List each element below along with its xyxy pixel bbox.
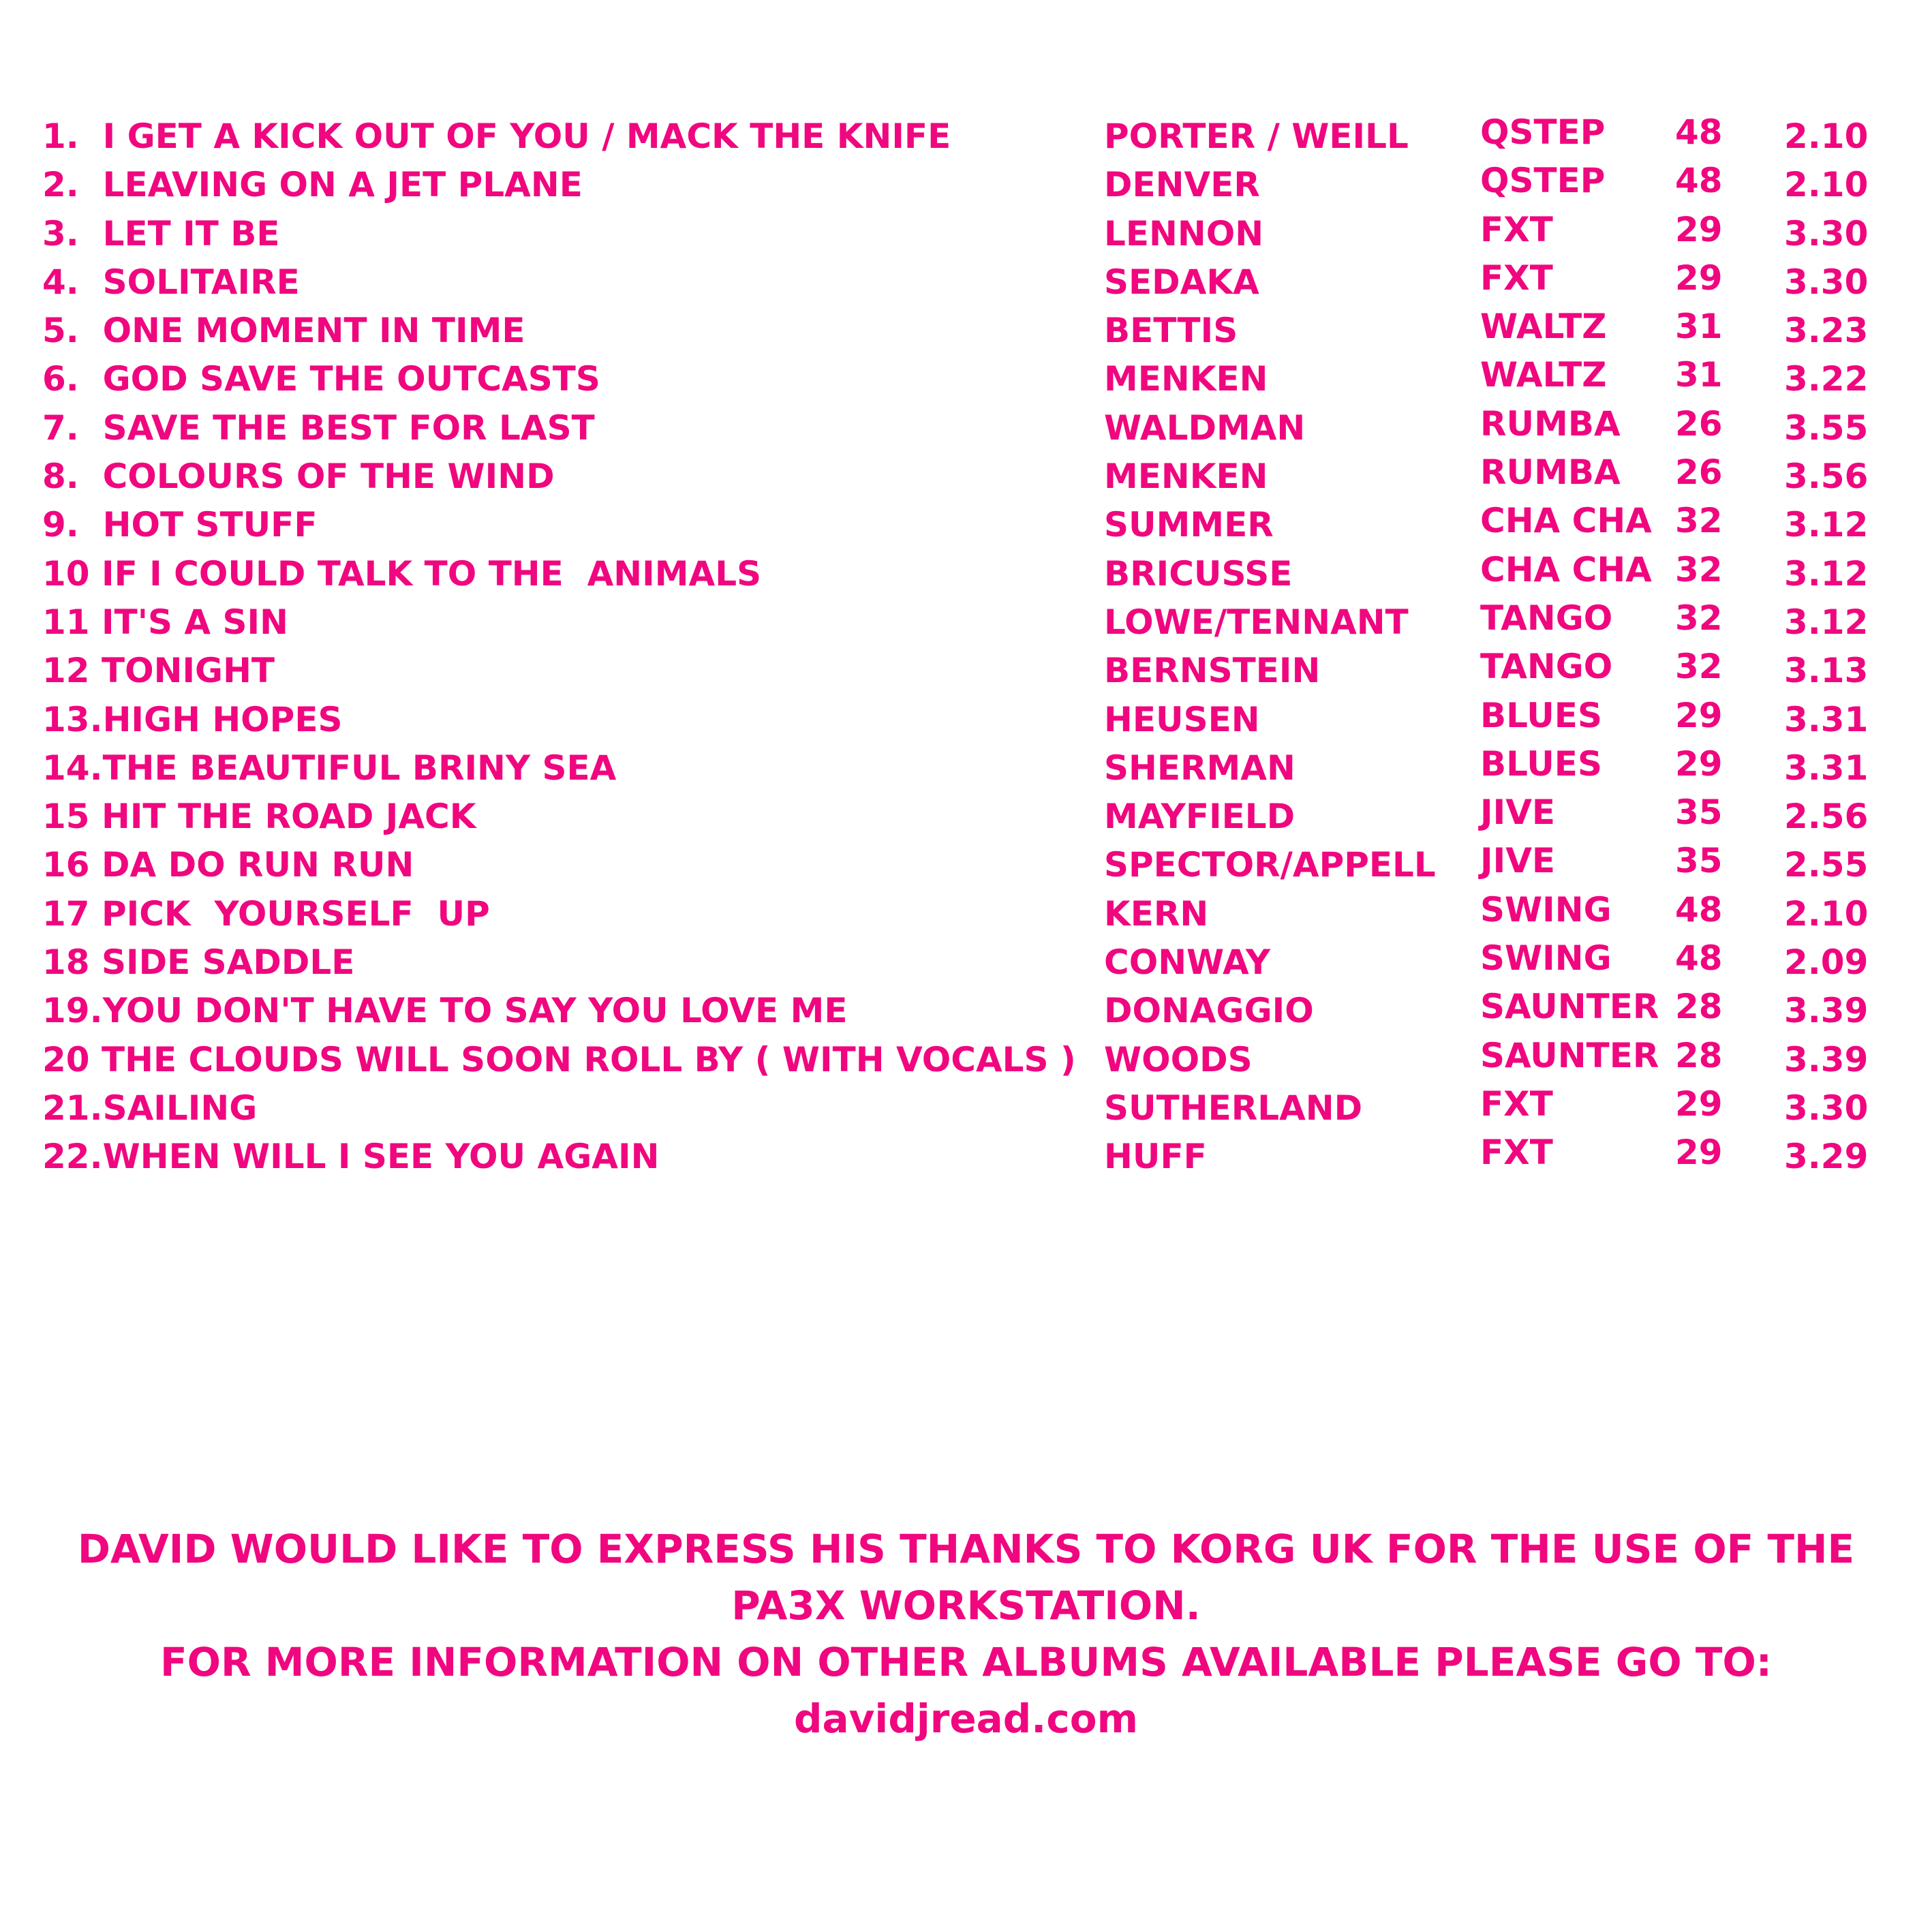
track-composer: LENNON: [1104, 213, 1264, 254]
track-time: 3.39: [1784, 1039, 1869, 1079]
track-title: 12 TONIGHT: [42, 651, 275, 691]
track-tempo: 32: [1675, 549, 1723, 589]
track-row: [0, 890, 1932, 938]
track-composer: SUTHERLAND: [1104, 1088, 1363, 1128]
track-dance: FXT: [1480, 1133, 1553, 1173]
track-title: 20 THE CLOUDS WILL SOON ROLL BY ( WITH VOCALS ): [42, 1039, 1076, 1079]
track-tempo: 32: [1675, 501, 1723, 541]
track-row: [0, 987, 1932, 1035]
track-row: [0, 647, 1932, 695]
track-time: 3.12: [1784, 553, 1869, 594]
track-time: 3.39: [1784, 991, 1869, 1031]
track-title: 5. ONE MOMENT IN TIME: [42, 311, 525, 351]
track-title: 21.SAILING: [42, 1088, 258, 1128]
track-row: [0, 1133, 1932, 1181]
track-composer: WOODS: [1104, 1039, 1253, 1079]
track-tempo: 48: [1675, 161, 1723, 201]
track-tempo: 48: [1675, 112, 1723, 152]
track-dance: WALTZ: [1480, 307, 1607, 347]
track-dance: JIVE: [1480, 841, 1556, 881]
track-time: 3.12: [1784, 505, 1869, 545]
track-tempo: 31: [1675, 307, 1723, 347]
track-composer: WALDMAN: [1104, 408, 1306, 448]
footer-credits: [0, 1521, 1932, 1747]
track-composer: MAYFIELD: [1104, 797, 1295, 837]
track-time: 3.23: [1784, 311, 1869, 351]
track-time: 2.09: [1784, 942, 1869, 983]
track-title: 4. SOLITAIRE: [42, 262, 300, 302]
track-dance: FXT: [1480, 1084, 1553, 1124]
track-row: [0, 501, 1932, 549]
track-tempo: 29: [1675, 695, 1723, 735]
track-time: 3.55: [1784, 408, 1869, 448]
track-title: 11 IT'S A SIN: [42, 602, 288, 642]
track-composer: LOWE/TENNANT: [1104, 602, 1409, 642]
track-dance: SAUNTER: [1480, 987, 1659, 1027]
track-dance: RUMBA: [1480, 453, 1621, 493]
track-time: 3.30: [1784, 1088, 1869, 1128]
track-row: [0, 210, 1932, 258]
track-time: 3.31: [1784, 699, 1869, 739]
track-row: [0, 1084, 1932, 1133]
track-row: [0, 453, 1932, 501]
track-title: 7. SAVE THE BEST FOR LAST: [42, 408, 595, 448]
track-title: 16 DA DO RUN RUN: [42, 845, 414, 885]
track-dance: QSTEP: [1480, 161, 1606, 201]
track-dance: BLUES: [1480, 695, 1602, 735]
track-time: 2.55: [1784, 845, 1869, 885]
track-dance: CHA CHA: [1480, 549, 1652, 589]
track-composer: CONWAY: [1104, 942, 1271, 983]
track-tempo: 32: [1675, 598, 1723, 638]
track-dance: WALTZ: [1480, 355, 1607, 395]
track-composer: SUMMER: [1104, 505, 1274, 545]
track-row: [0, 1036, 1932, 1084]
track-time: 3.29: [1784, 1137, 1869, 1177]
track-title: 2. LEAVING ON A JET PLANE: [42, 165, 583, 205]
track-tempo: 29: [1675, 1133, 1723, 1173]
track-dance: RUMBA: [1480, 403, 1621, 444]
track-row: [0, 938, 1932, 987]
track-time: 2.10: [1784, 165, 1869, 205]
track-row: [0, 841, 1932, 889]
track-title: 3. LET IT BE: [42, 213, 280, 254]
track-composer: SEDAKA: [1104, 262, 1259, 302]
track-composer: BETTIS: [1104, 311, 1238, 351]
track-composer: BRICUSSE: [1104, 553, 1293, 594]
track-title: 9. HOT STUFF: [42, 505, 318, 545]
track-title: 22.WHEN WILL I SEE YOU AGAIN: [42, 1137, 660, 1177]
track-tempo: 29: [1675, 743, 1723, 784]
track-dance: JIVE: [1480, 793, 1556, 833]
track-dance: CHA CHA: [1480, 501, 1652, 541]
track-title: 6. GOD SAVE THE OUTCASTS: [42, 359, 600, 399]
track-dance: FXT: [1480, 209, 1553, 249]
track-time: 3.22: [1784, 359, 1869, 399]
track-composer: HEUSEN: [1104, 699, 1260, 739]
track-title: 18 SIDE SADDLE: [42, 942, 355, 983]
track-tempo: 29: [1675, 1084, 1723, 1124]
track-row: [0, 696, 1932, 744]
track-row: [0, 793, 1932, 841]
track-tempo: 35: [1675, 841, 1723, 881]
track-composer: MENKEN: [1104, 457, 1268, 497]
website-link[interactable]: davidjread.com: [793, 1696, 1139, 1742]
track-row: [0, 550, 1932, 598]
track-time: 2.56: [1784, 797, 1869, 837]
track-composer: DENVER: [1104, 165, 1260, 205]
track-list: [0, 112, 1932, 1182]
thanks-line-2: PA3X WORKSTATION.: [731, 1582, 1201, 1629]
track-composer: KERN: [1104, 893, 1209, 934]
track-row: [0, 404, 1932, 453]
thanks-line-1: DAVID WOULD LIKE TO EXPRESS HIS THANKS TO KORG UK FOR THE USE OF THE: [77, 1526, 1855, 1572]
track-title: 17 PICK YOURSELF UP: [42, 893, 490, 934]
track-dance: TANGO: [1480, 598, 1613, 638]
track-tempo: 35: [1675, 793, 1723, 833]
track-tempo: 29: [1675, 258, 1723, 298]
track-time: 3.30: [1784, 213, 1869, 254]
track-dance: SWING: [1480, 938, 1612, 979]
track-tempo: 31: [1675, 355, 1723, 395]
track-row: [0, 161, 1932, 209]
track-tempo: 28: [1675, 1035, 1723, 1075]
track-composer: MENKEN: [1104, 359, 1268, 399]
track-row: [0, 307, 1932, 355]
track-title: 10 IF I COULD TALK TO THE ANIMALS: [42, 553, 762, 594]
track-dance: SWING: [1480, 889, 1612, 930]
track-tempo: 32: [1675, 647, 1723, 687]
track-time: 3.31: [1784, 748, 1869, 788]
info-line: FOR MORE INFORMATION ON OTHER ALBUMS AVAILABLE PLEASE GO TO:: [160, 1639, 1772, 1685]
track-tempo: 26: [1675, 403, 1723, 444]
track-row: [0, 598, 1932, 647]
track-row: [0, 355, 1932, 403]
track-tempo: 29: [1675, 209, 1723, 249]
track-title: 15 HIT THE ROAD JACK: [42, 797, 476, 837]
track-title: 13.HIGH HOPES: [42, 699, 343, 739]
track-tempo: 26: [1675, 453, 1723, 493]
track-tempo: 28: [1675, 987, 1723, 1027]
track-tempo: 48: [1675, 889, 1723, 930]
track-composer: HUFF: [1104, 1137, 1207, 1177]
track-time: 3.56: [1784, 457, 1869, 497]
track-dance: QSTEP: [1480, 112, 1606, 152]
track-time: 3.12: [1784, 602, 1869, 642]
track-row: [0, 744, 1932, 793]
track-row: [0, 258, 1932, 307]
track-dance: BLUES: [1480, 743, 1602, 784]
track-composer: SPECTOR/APPELL: [1104, 845, 1436, 885]
track-time: 2.10: [1784, 117, 1869, 156]
track-title: 14.THE BEAUTIFUL BRINY SEA: [42, 748, 617, 788]
track-title: 1. I GET A KICK OUT OF YOU / MACK THE KNIFE: [42, 117, 951, 156]
track-time: 3.30: [1784, 262, 1869, 302]
track-dance: TANGO: [1480, 647, 1613, 687]
track-row: [0, 112, 1932, 161]
track-title: 8. COLOURS OF THE WIND: [42, 457, 555, 497]
track-composer: BERNSTEIN: [1104, 651, 1321, 691]
track-composer: DONAGGIO: [1104, 991, 1314, 1031]
track-dance: FXT: [1480, 258, 1553, 298]
track-time: 2.10: [1784, 893, 1869, 934]
track-dance: SAUNTER: [1480, 1035, 1659, 1075]
track-tempo: 48: [1675, 938, 1723, 979]
track-composer: SHERMAN: [1104, 748, 1295, 788]
track-time: 3.13: [1784, 651, 1869, 691]
track-title: 19.YOU DON'T HAVE TO SAY YOU LOVE ME: [42, 991, 848, 1031]
track-composer: PORTER / WEILL: [1104, 117, 1409, 156]
